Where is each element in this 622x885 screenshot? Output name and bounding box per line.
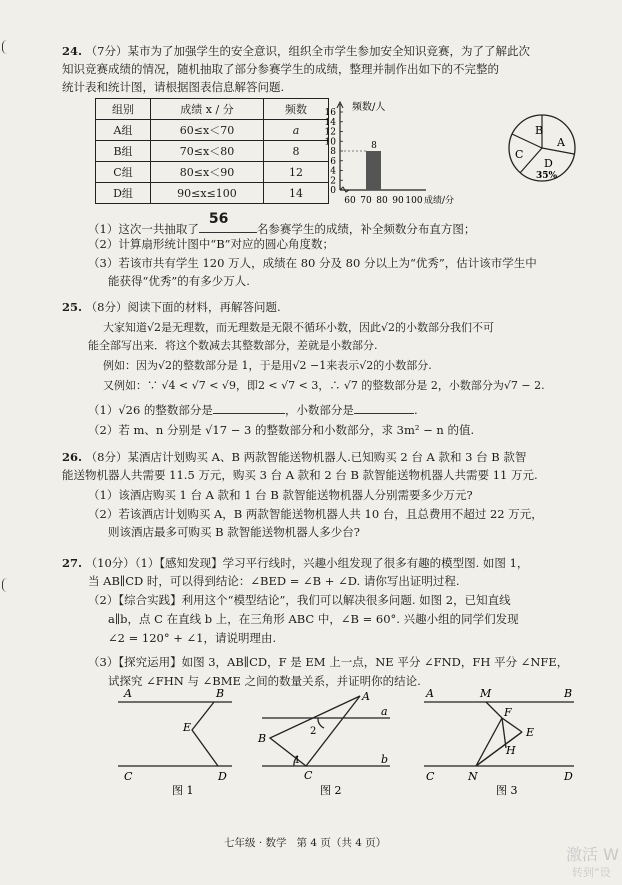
q26-sub1: （1）该酒店购买 1 台 A 款和 1 台 B 款智能送物机器人分别需要多少万元? <box>88 488 473 502</box>
pie-label-c: C <box>515 148 524 161</box>
y-tick-label: 8 <box>330 147 336 157</box>
table-cell: 90≤x≤100 <box>151 183 264 204</box>
q25-number: 25. <box>62 300 83 314</box>
q24-sub1-pre: （1）这次一共抽取了 <box>88 222 199 236</box>
label-n: N <box>468 770 478 783</box>
label-line-a: a <box>381 705 388 718</box>
figure-caption: 图 3 <box>496 784 518 797</box>
label-c: C <box>426 770 435 783</box>
q26-text: 某酒店计划购买 A、B 两款智能送物机器人.已知购买 2 台 A 款和 3 台 B 款智 <box>127 450 527 464</box>
q26-sub2a: （2）若该酒店计划购买 A，B 两款智能送物机器人共 10 台，且总费用不超过 22 万元， <box>88 507 543 521</box>
table-cell: 8 <box>264 141 329 162</box>
pie-percent-d: 35% <box>536 171 558 181</box>
pie-chart <box>504 110 580 190</box>
q27-line3: （2）【综合实践】利用这个“模型结论”，我们可以解决很多问题. 如图 2，已知直线 <box>88 593 511 607</box>
table-cell: 80≤x＜90 <box>151 162 264 183</box>
score-table <box>95 98 329 204</box>
y-tick-label: 4 <box>330 166 336 177</box>
label-a: A <box>124 687 132 700</box>
q25-sub2: （2）若 m、n 分别是 √17 − 3 的整数部分和小数部分，求 3m² − n 的值. <box>88 423 475 437</box>
binding-mark <box>2 40 7 54</box>
table-cell: B组 <box>96 141 151 162</box>
label-b: B <box>258 732 267 745</box>
label-m: M <box>480 687 492 700</box>
q25-sub1 <box>88 401 418 418</box>
y-axis-label: 频数/人 <box>352 102 386 113</box>
label-b: B <box>564 687 573 700</box>
q25-material-2: 能全部写出来．将这个数减去其整数部分，差就是小数部分. <box>88 339 378 352</box>
q24-sub3b: 能获得“优秀”的有多少万人. <box>108 274 250 288</box>
q24-line1 <box>62 44 530 59</box>
label-h: H <box>506 744 516 757</box>
x-tick-label: 60 <box>344 196 356 206</box>
label-angle-2: 2 <box>310 726 317 737</box>
figure-3 <box>418 686 582 798</box>
footer-subject: 七年级 · 数学 <box>224 837 287 849</box>
line-nf <box>476 718 502 766</box>
x-tick-label: 80 <box>376 196 388 206</box>
q24-line3: 统计表和统计图，请根据图表信息解答问题. <box>62 80 285 94</box>
table-cell: 12 <box>264 162 329 183</box>
table-cell: A组 <box>96 120 151 141</box>
q24-sub3a: （3）若该市共有学生 120 万人，成绩在 80 分及 80 分以上为“优秀”，估计该市学生中 <box>88 256 537 270</box>
x-tick-label: 100 <box>405 196 423 206</box>
table-row <box>96 120 329 141</box>
q24-number: 24. <box>62 44 83 58</box>
bar-data-label: 8 <box>371 141 377 151</box>
histogram <box>318 98 498 210</box>
y-tick-label: 14 <box>324 117 336 128</box>
q26-sub2b: 则该酒店最多可购买 B 款智能送物机器人多少台? <box>108 525 360 539</box>
q24-line2: 知识竞赛成绩的情况，随机抽取了部分参赛学生的成绩，整理并制作出如下的不完整的 <box>62 62 499 76</box>
label-a: A <box>362 690 370 703</box>
y-tick-label: 10 <box>324 137 336 148</box>
table-row <box>96 141 329 162</box>
label-line-b: b <box>381 753 389 766</box>
q26-line2: 能送物机器人共需要 11.5 万元，购买 3 台 A 款和 2 台 B 款智能送物机器人共需要 11 万元. <box>62 468 538 482</box>
q27-line2: 当 AB∥CD 时，可以得到结论：∠BED = ∠B + ∠D. 请你写出证明过程. <box>88 574 460 588</box>
q26-number: 26. <box>62 450 83 464</box>
q25-sub1-b: ，小数部分是 <box>284 403 354 417</box>
q27-number: 27. <box>62 556 83 570</box>
angle-2-arc <box>318 718 324 728</box>
table-cell: C组 <box>96 162 151 183</box>
bar <box>366 151 381 190</box>
label-d: D <box>564 770 573 783</box>
table-cell: 14 <box>264 183 329 204</box>
table-row <box>96 183 329 204</box>
pie-label-a: A <box>557 136 565 149</box>
y-tick-label: 16 <box>324 108 336 118</box>
watermark-line1: 激活 W <box>566 845 619 864</box>
q27-text: （1）【感知发现】学习平行线时，兴趣小组发现了很多有趣的模型图. 如图 1， <box>134 556 529 570</box>
label-c: C <box>304 769 313 782</box>
table-cell: a <box>264 120 329 141</box>
y-tick-label: 2 <box>330 176 336 187</box>
q25-material-4: 又例如：∵ √4 < √7 < √9，即2 < √7 < 3，∴ √7 的整数部分是 2，小数部分为√7 − 2. <box>103 379 545 392</box>
figure-caption: 图 1 <box>172 784 194 797</box>
label-e: E <box>526 726 535 739</box>
q26-score: （8分） <box>85 450 128 464</box>
label-a: A <box>426 687 434 700</box>
q27-line7: 试探究 ∠FHN 与 ∠BME 之间的数量关系，并证明你的结论. <box>108 674 421 688</box>
pie-label-d: D <box>544 157 553 170</box>
label-f: F <box>504 706 512 719</box>
q24-score: （7分） <box>85 44 128 58</box>
footer <box>224 836 386 851</box>
label-c: C <box>124 770 133 783</box>
handwritten-answer: 56 <box>208 211 229 227</box>
q27-line5: ∠2 = 120° + ∠1，请说明理由. <box>108 631 277 645</box>
polyline-bed <box>192 702 218 766</box>
label-d: D <box>218 770 227 783</box>
q27-line1 <box>62 556 528 571</box>
q25-sub1-c: . <box>413 403 418 417</box>
table-header-row <box>96 99 329 120</box>
table-cell: D组 <box>96 183 151 204</box>
answer-blank <box>213 401 285 414</box>
table-header: 频数 <box>264 99 329 120</box>
q26-line1 <box>62 450 526 465</box>
q24-sub1-post: 名参赛学生的成绩，补全频数分布直方图； <box>256 222 476 236</box>
answer-blank <box>354 401 414 414</box>
answer-blank <box>199 211 257 233</box>
table-header: 组别 <box>96 99 151 120</box>
figure-2 <box>252 686 402 798</box>
q25-intro: 阅读下面的材料，再解答问题. <box>127 300 281 314</box>
pie-label-b: B <box>535 124 544 137</box>
q24-sub1 <box>88 211 476 237</box>
y-tick-label: 12 <box>324 127 336 138</box>
q27-line4: a∥b，点 C 在直线 b 上，在三角形 ABC 中，∠B = 60°. 兴趣小组的同学们发现 <box>108 612 519 626</box>
q27-line6: （3）【探究运用】如图 3，AB∥CD，F 是 EM 上一点，NE 平分 ∠FND，FH 平分 ∠NFE， <box>88 655 569 669</box>
label-angle-1: 1 <box>294 755 301 766</box>
y-tick-label: 6 <box>330 156 336 167</box>
y-tick-label: 0 <box>330 186 336 196</box>
q25-material-1: 大家知道√2是无理数，而无理数是无限不循环小数，因此√2的小数部分我们不可 <box>103 321 495 334</box>
q25-sub1-a: （1）√26 的整数部分是 <box>88 403 213 417</box>
table-cell: 70≤x＜80 <box>151 141 264 162</box>
x-tick-label: 90 <box>392 196 404 206</box>
table-row <box>96 162 329 183</box>
footer-page: 第 4 页（共 4 页） <box>296 837 387 849</box>
q25-material-3: 例如：因为√2的整数部分是 1，于是用√2 −1来表示√2的小数部分. <box>103 359 432 372</box>
label-b: B <box>216 687 225 700</box>
x-tick-label: 70 <box>360 196 372 206</box>
q24-text: 某市为了加强学生的安全意识，组织全市学生参加安全知识竞赛，为了了解此次 <box>127 44 530 58</box>
q25-score: （8分） <box>85 300 128 314</box>
figure-caption: 图 2 <box>320 784 342 797</box>
q27-score: （10分） <box>85 556 135 570</box>
table-cell: 60≤x＜70 <box>151 120 264 141</box>
q24-sub2: （2）计算扇形统计图中“B”对应的圆心角度数； <box>88 237 335 251</box>
label-e: E <box>183 721 192 734</box>
figure-1 <box>112 686 252 798</box>
table-header: 成绩 x / 分 <box>151 99 264 120</box>
binding-mark <box>2 578 7 592</box>
x-axis-label: 成绩/分 <box>424 196 455 206</box>
q25-header <box>62 300 281 315</box>
watermark-line2: 转到“设 <box>572 866 611 879</box>
